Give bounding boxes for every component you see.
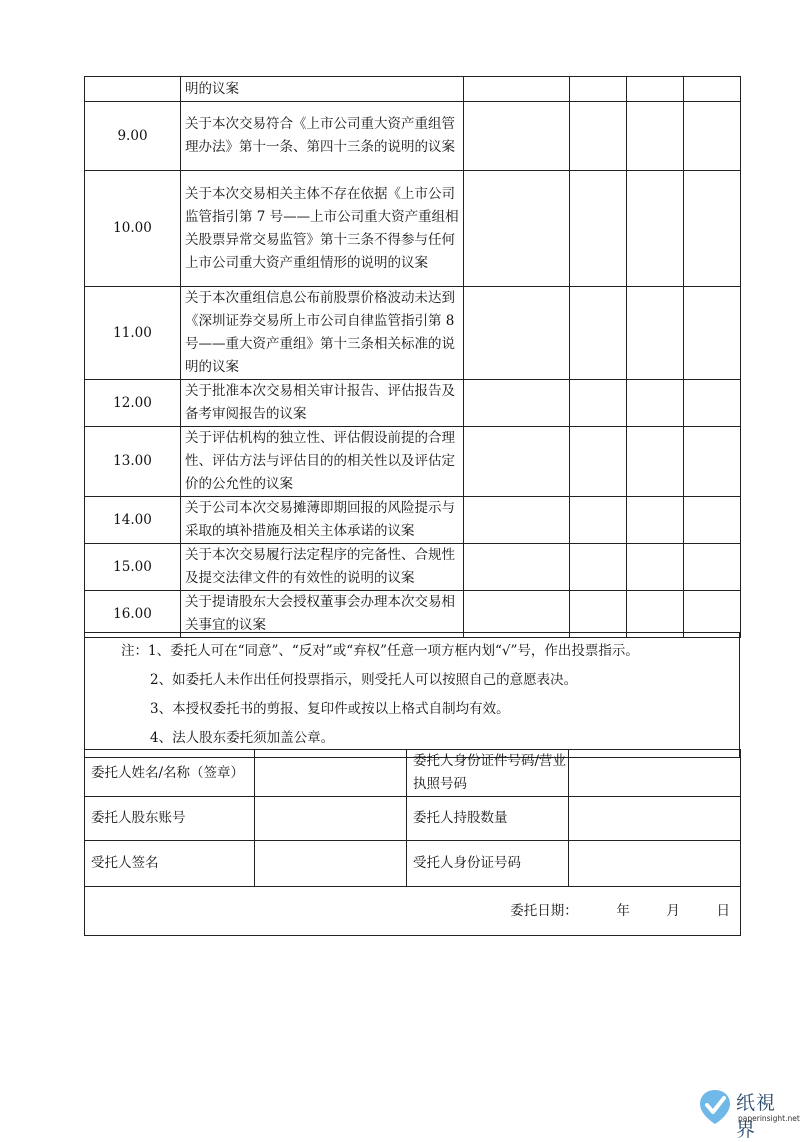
vote-agree-cell[interactable] xyxy=(570,380,627,427)
date-row xyxy=(85,887,741,936)
agenda-row xyxy=(85,171,741,287)
vote-oppose-cell[interactable] xyxy=(627,171,684,287)
agenda-description: 关于提请股东大会授权董事会办理本次交易相关事宜的议案 xyxy=(181,591,464,638)
agenda-row xyxy=(85,287,741,380)
watermark xyxy=(698,1088,800,1141)
vote-oppose-cell[interactable] xyxy=(627,380,684,427)
vote-oppose-cell[interactable] xyxy=(627,497,684,544)
vote-abstain-cell[interactable] xyxy=(684,77,741,102)
watermark-url: paperinsight.net xyxy=(738,1114,800,1123)
vote-total-cell[interactable] xyxy=(464,544,570,591)
vote-total-cell[interactable] xyxy=(464,287,570,380)
vote-agree-cell[interactable] xyxy=(570,591,627,638)
agenda-number: 13.00 xyxy=(85,427,181,497)
agenda-number: 15.00 xyxy=(85,544,181,591)
note-line: 3、本授权委托书的剪报、复印件或按以上格式自制均有效。 xyxy=(150,701,510,717)
vote-abstain-cell[interactable] xyxy=(684,497,741,544)
principal-shares-field[interactable] xyxy=(569,797,741,841)
agenda-number: 9.00 xyxy=(85,102,181,171)
vote-oppose-cell[interactable] xyxy=(627,77,684,102)
vote-agree-cell[interactable] xyxy=(570,287,627,380)
note-line: 2、如委托人未作出任何投票指示，则受托人可以按照自己的意愿表决。 xyxy=(150,672,578,688)
vote-agree-cell[interactable] xyxy=(570,497,627,544)
vote-oppose-cell[interactable] xyxy=(627,544,684,591)
agenda-vote-table xyxy=(84,76,741,638)
agenda-number xyxy=(85,77,181,102)
agent-id-field[interactable] xyxy=(569,841,741,887)
date-label: 委托日期： xyxy=(510,902,578,919)
agenda-number: 10.00 xyxy=(85,171,181,287)
vote-agree-cell[interactable] xyxy=(570,171,627,287)
agenda-number: 14.00 xyxy=(85,497,181,544)
agenda-row xyxy=(85,102,741,171)
check-logo-icon xyxy=(698,1088,732,1126)
vote-agree-cell[interactable] xyxy=(570,77,627,102)
vote-total-cell[interactable] xyxy=(464,591,570,638)
vote-oppose-cell[interactable] xyxy=(627,287,684,380)
principal-name-label: 委托人姓名/名称（签章） xyxy=(85,750,255,797)
vote-oppose-cell[interactable] xyxy=(627,427,684,497)
agent-sign-field[interactable] xyxy=(255,841,407,887)
agenda-description: 关于评估机构的独立性、评估假设前提的合理性、评估方法与评估目的的相关性以及评估定价的公允性的议案 xyxy=(181,427,464,497)
agent-sign-label: 受托人签名 xyxy=(85,841,255,887)
watermark-brand: 纸視界 xyxy=(736,1092,777,1141)
vote-total-cell[interactable] xyxy=(464,497,570,544)
notes-table xyxy=(84,632,740,758)
vote-abstain-cell[interactable] xyxy=(684,544,741,591)
vote-agree-cell[interactable] xyxy=(570,102,627,171)
date-day: 日 xyxy=(716,902,730,919)
vote-agree-cell[interactable] xyxy=(570,427,627,497)
principal-id-field[interactable] xyxy=(569,750,741,797)
vote-abstain-cell[interactable] xyxy=(684,102,741,171)
agenda-row xyxy=(85,380,741,427)
vote-total-cell[interactable] xyxy=(464,380,570,427)
agenda-description: 明的议案 xyxy=(181,77,464,102)
agenda-row xyxy=(85,544,741,591)
agenda-description: 关于本次交易符合《上市公司重大资产重组管理办法》第十一条、第四十三条的说明的议案 xyxy=(181,102,464,171)
agenda-number: 16.00 xyxy=(85,591,181,638)
date-year: 年 xyxy=(616,902,630,919)
note-line: 4、法人股东委托须加盖公章。 xyxy=(150,730,335,746)
vote-agree-cell[interactable] xyxy=(570,544,627,591)
agenda-row xyxy=(85,77,741,102)
vote-total-cell[interactable] xyxy=(464,427,570,497)
vote-abstain-cell[interactable] xyxy=(684,591,741,638)
signature-table xyxy=(84,749,741,936)
vote-abstain-cell[interactable] xyxy=(684,171,741,287)
vote-oppose-cell[interactable] xyxy=(627,591,684,638)
principal-name-field[interactable] xyxy=(255,750,407,797)
agenda-description: 关于本次重组信息公布前股票价格波动未达到《深圳证券交易所上市公司自律监管指引第 8 号——重大资产重组》第十三条相关标准的说明的议案 xyxy=(181,287,464,380)
vote-total-cell[interactable] xyxy=(464,171,570,287)
principal-account-field[interactable] xyxy=(255,797,407,841)
agenda-description: 关于本次交易履行法定程序的完备性、合规性及提交法律文件的有效性的说明的议案 xyxy=(181,544,464,591)
principal-shares-label: 委托人持股数量 xyxy=(407,797,569,841)
agenda-row xyxy=(85,497,741,544)
agenda-description: 关于公司本次交易摊薄即期回报的风险提示与采取的填补措施及相关主体承诺的议案 xyxy=(181,497,464,544)
agenda-description: 关于本次交易相关主体不存在依据《上市公司监管指引第 7 号——上市公司重大资产重组相关股票异常交易监管》第十三条不得参与任何上市公司重大资产重组情形的说明的议案 xyxy=(181,171,464,287)
note-line: 注：1、委托人可在“同意”、“反对”或“弃权”任意一项方框内划“√”号，作出投票指示。 xyxy=(121,643,639,659)
vote-abstain-cell[interactable] xyxy=(684,427,741,497)
vote-total-cell[interactable] xyxy=(464,77,570,102)
date-month: 月 xyxy=(666,902,680,919)
vote-abstain-cell[interactable] xyxy=(684,380,741,427)
vote-total-cell[interactable] xyxy=(464,102,570,171)
notes-cell xyxy=(85,633,740,758)
agenda-number: 12.00 xyxy=(85,380,181,427)
agenda-description: 关于批准本次交易相关审计报告、评估报告及备考审阅报告的议案 xyxy=(181,380,464,427)
agenda-number: 11.00 xyxy=(85,287,181,380)
vote-oppose-cell[interactable] xyxy=(627,102,684,171)
agenda-row xyxy=(85,591,741,638)
agenda-row xyxy=(85,427,741,497)
vote-abstain-cell[interactable] xyxy=(684,287,741,380)
principal-id-label: 委托人身份证件号码/营业执照号码 xyxy=(407,750,569,797)
principal-account-label: 委托人股东账号 xyxy=(85,797,255,841)
agent-id-label: 受托人身份证号码 xyxy=(407,841,569,887)
